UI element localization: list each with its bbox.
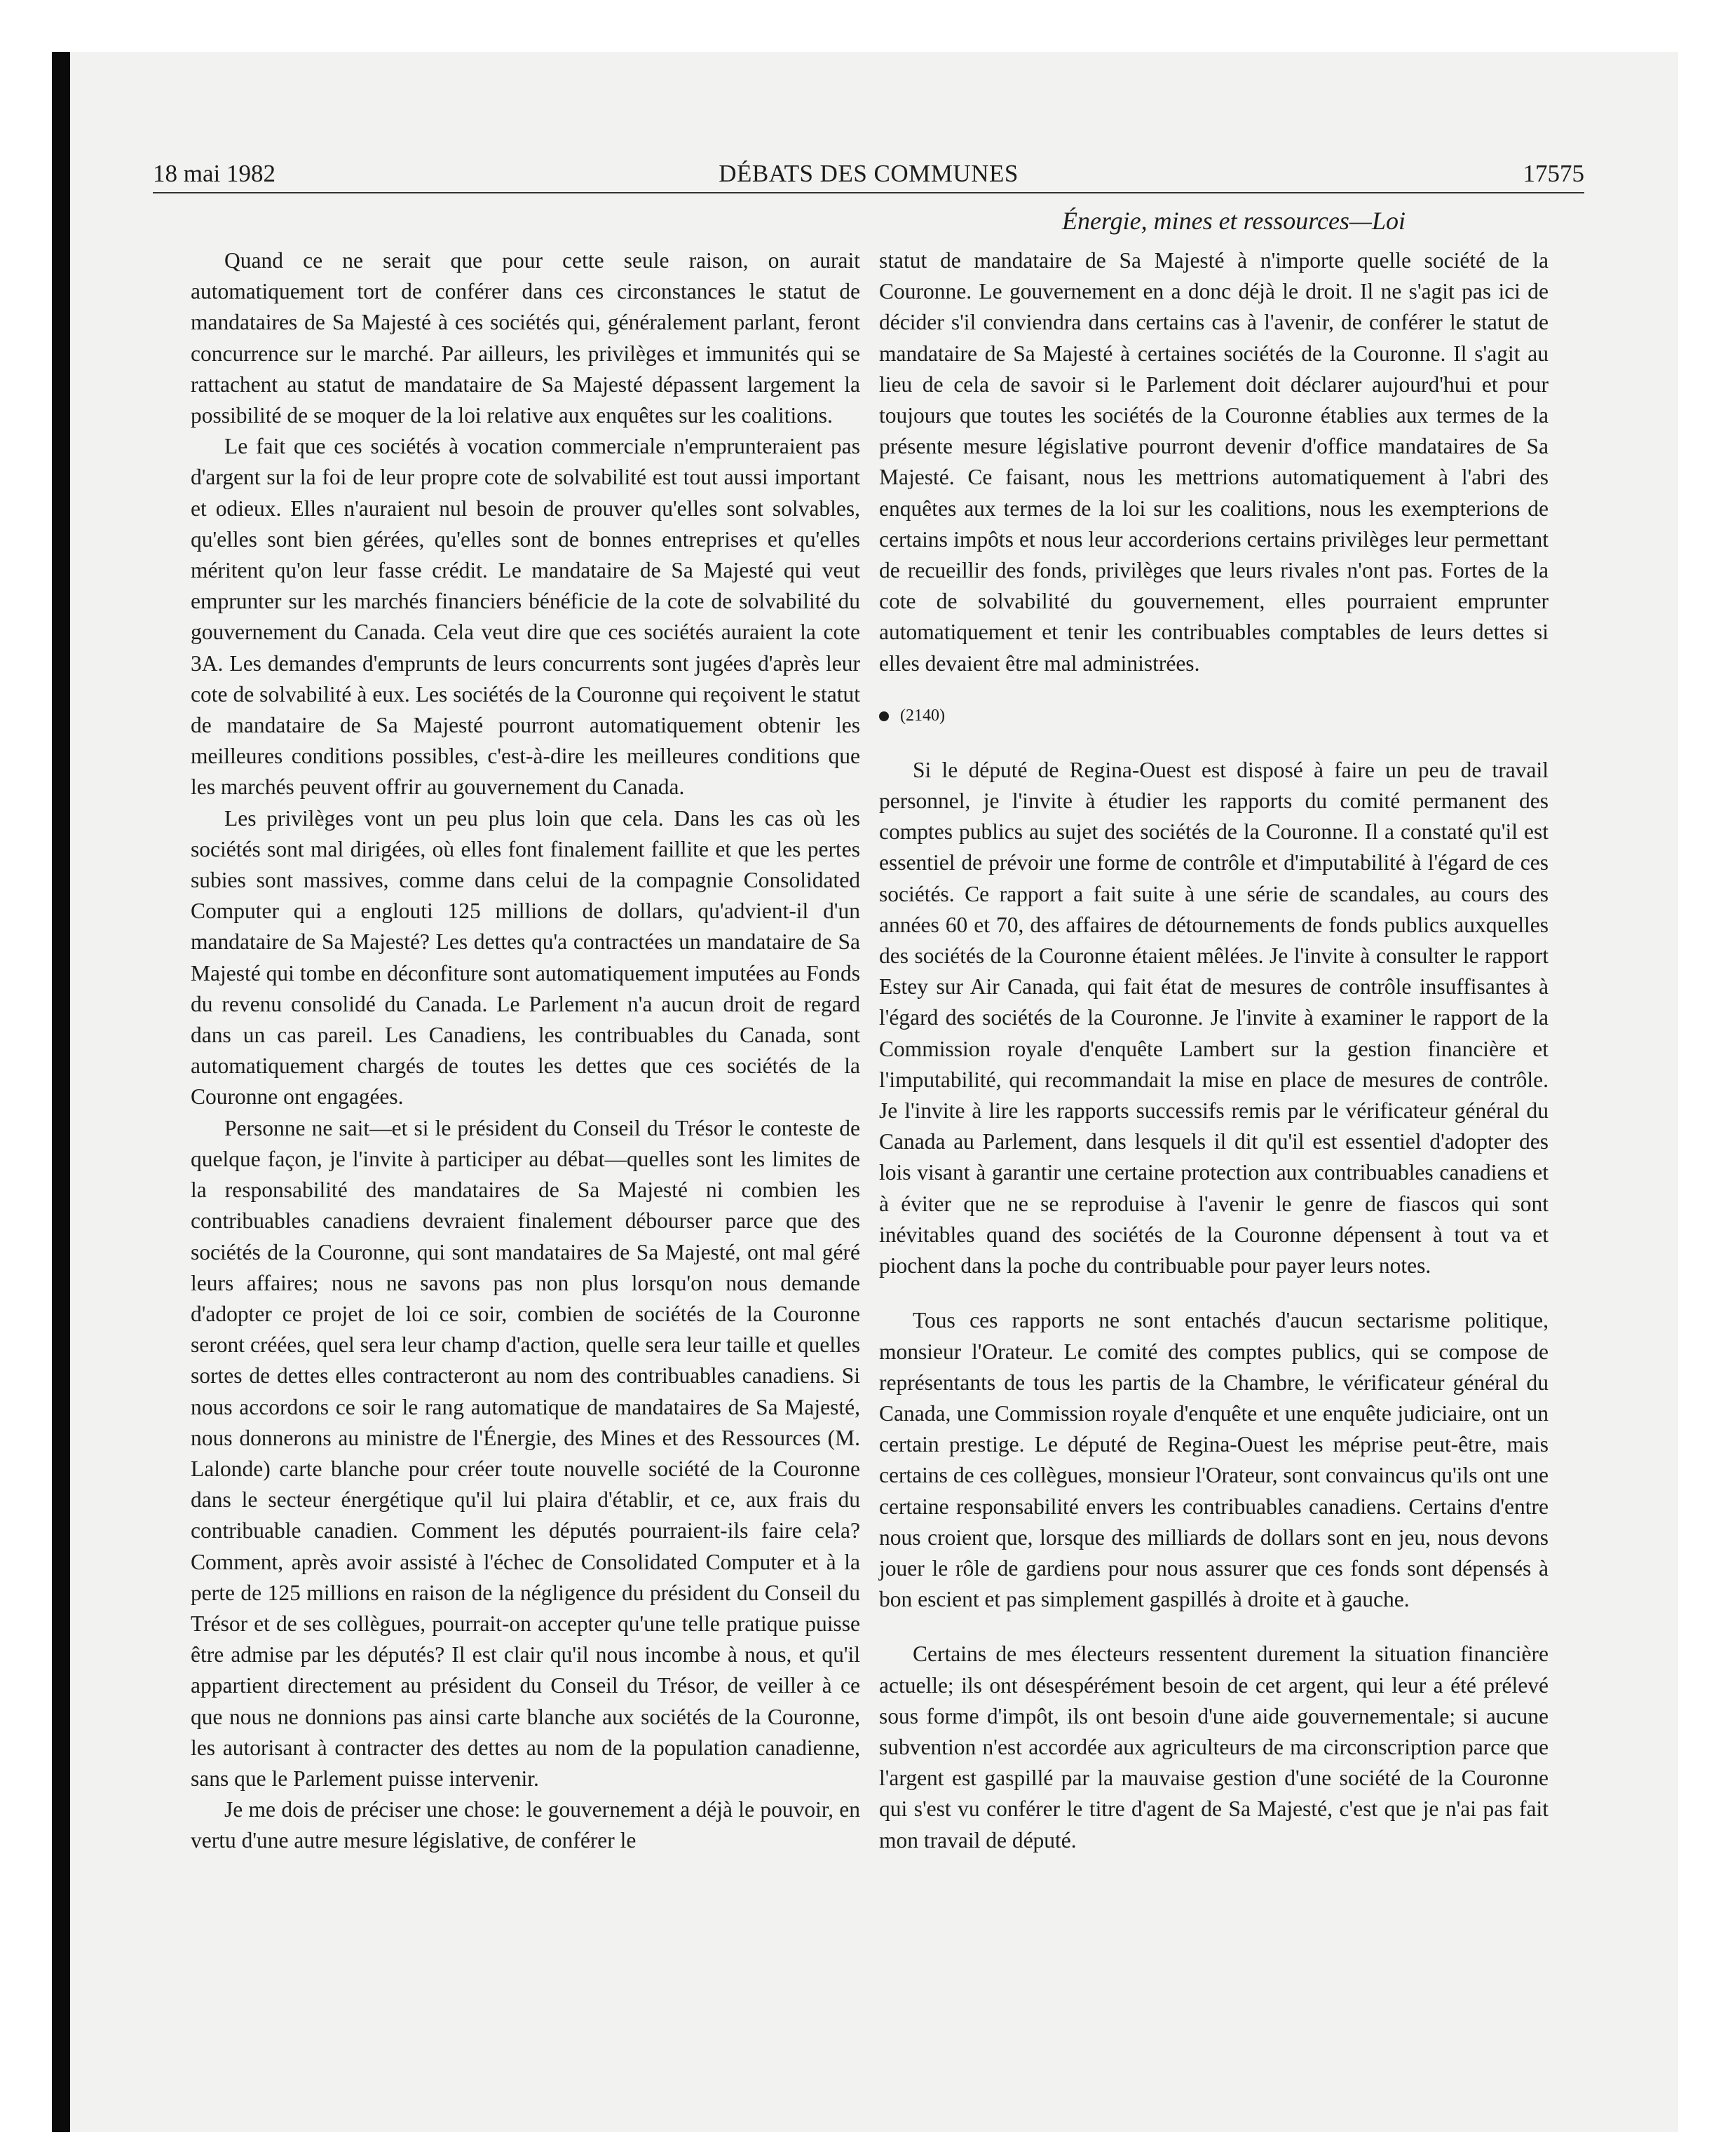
paragraph: Les privilèges vont un peu plus loin que cela. Dans les cas où les sociétés sont mal dirigées, où elles font finalement faillite et que les pertes subies sont massives, comme dans celui de la compagnie Consolidated Computer qui a englouti 125 millions de dollars, qu'advient-il d'un mandataire de Sa Majesté? Les dettes qu'a contractées un mandataire de Sa Majesté qui tombe en déconfiture sont automatiquement imputées au Fonds du revenu consolidé du Canada. Le Parlement n'a aucun droit de regard dans un cas pareil. Les Canadiens, les contribuables du Canada, sont automatiquement chargés de toutes les dettes que ces sociétés de la Couronne ont engagées.	[191, 805, 860, 1110]
time-marker	[879, 700, 1549, 731]
right-column	[879, 245, 1549, 1856]
page-number: 17575	[1523, 160, 1584, 187]
binding-edge	[52, 52, 70, 2132]
paragraph: Le fait que ces sociétés à vocation commerciale n'emprunteraient pas d'argent sur la foi de leur propre cote de solvabilité est tout aussi important et odieux. Elles n'auraient nul besoin de prouver qu'elles sont solvables, qu'elles sont bien gérées, qu'elles sont de bonnes entreprises et qu'elles méritent qu'on leur fasse crédit. Le mandataire de Sa Majesté qui veut emprunter sur les marchés financiers bénéficie de la cote de solvabilité du gouvernement du Canada. Cela veut dire que ces sociétés auraient la cote 3A. Les demandes d'emprunts de leurs concurrents sont jugées d'après leur cote de solvabilité à eux. Les sociétés de la Couronne qui reçoivent le statut de mandataire de Sa Majesté pourront automatiquement obtenir les meilleures conditions possibles, c'est-à-dire les meilleures conditions que les marchés peuvent offrir au gouvernement du Canada.	[191, 434, 860, 800]
paragraph: Si le député de Regina-Ouest est disposé à faire un peu de travail personnel, je l'invite à étudier les rapports du comité permanent des comptes publics au sujet des sociétés de la Couronne. Il a constaté qu'il est essentiel de prévoir une forme de contrôle et d'imputabilité à l'égard de ces sociétés. Ce rapport a fait suite à une série de scandales, au cours des années 60 et 70, des affaires de détournements de fonds publics auxquelles des sociétés de la Couronne étaient mêlées. Je l'invite à consulter le rapport Estey sur Air Canada, qui fait état de mesures de contrôle insuffisantes à l'égard des sociétés de la Couronne. Je l'invite à examiner le rapport de la Commission royale d'enquête Lambert sur la gestion financière et l'imputabilité, qui recommandait la mise en place de mesures de contrôle. Je l'invite à lire les rapports successifs remis par le vérificateur général du Canada au Parlement, dans lesquels il dit qu'il est essentiel d'adopter des lois visant à garantir une certaine protection aux contribuables canadiens et à éviter que ne se reproduise à l'avenir le genre de fiascos qui sont inévitables quand des sociétés de la Couronne dépensent à tout va et piochent dans la poche du contribuable pour payer leurs notes.	[879, 757, 1549, 1278]
header-date: 18 mai 1982	[153, 160, 275, 187]
paragraph: Quand ce ne serait que pour cette seule raison, on aurait automatiquement tort de conférer dans ces circonstances le statut de mandataires de Sa Majesté à ces sociétés qui, généralement parlant, feront concurrence sur le marché. Par ailleurs, les privilèges et immunités qui se rattachent au statut de mandataire de Sa Majesté dépassent largement la possibilité de se moquer de la loi relative aux enquêtes sur les coalitions.	[191, 248, 860, 428]
paragraph-continuation: statut de mandataire de Sa Majesté à n'importe quelle société de la Couronne. Le gouvernement en a donc déjà le droit. Il ne s'agit pas ici de décider s'il conviendra dans certains cas à l'avenir, de conférer le statut de mandataire de Sa Majesté à certaines sociétés de la Couronne. Il s'agit au lieu de cela de savoir si le Parlement doit déclarer aujourd'hui et pour toujours que toutes les sociétés de la Couronne établies aux termes de la présente mesure législative pourront devenir d'office mandataires de Sa Majesté. Ce faisant, nous les mettrions automatiquement à l'abri des enquêtes aux termes de la loi sur les coalitions, nous les exempterions de certains impôts et nous leur accorderions certains privilèges leur permettant de recueillir des fonds, privilèges que leurs rivales n'ont pas. Fortes de la cote de solvabilité du gouvernement, elles pourraient emprunter automatiquement et tenir les contribuables comptables de leurs dettes si elles devaient être mal administrées.	[879, 248, 1549, 676]
header-title: DÉBATS DES COMMUNES	[719, 160, 1019, 187]
paragraph: Tous ces rapports ne sont entachés d'aucun sectarisme politique, monsieur l'Orateur. Le comité des comptes publics, qui se compose de représentants de tous les partis de la Chambre, le vérificateur général du Canada, une Commission royale d'enquête et une enquête judiciaire, ont un certain prestige. Le député de Regina-Ouest les méprise peut-être, mais certains de ces collègues, monsieur l'Orateur, sont convaincus qu'ils ont une certaine responsabilité envers les contribuables canadiens. Certains d'entre nous croient que, lorsque des milliards de dollars sont en jeu, nous devons jouer le rôle de gardiens pour nous assurer que ces fonds sont dépensés à bon escient et pas simplement gaspillés à droite et à gauche.	[879, 1308, 1549, 1612]
page-header	[153, 156, 1584, 193]
time-marker-text: (2140)	[900, 706, 945, 725]
bullet-icon	[879, 711, 889, 721]
section-title: Énergie, mines et ressources—Loi	[1062, 207, 1406, 235]
paragraph: Certains de mes électeurs ressentent durement la situation financière actuelle; ils ont désespérément besoin de cet argent, qui leur a été prélevé sous forme d'impôt, ils ont besoin d'une aide gouvernementale; si aucune subvention n'est accordée aux agriculteurs de ma circonscription parce que l'argent est gaspillé par la mauvaise gestion d'une société de la Couronne qui s'est vu conférer le titre d'agent de Sa Majesté, c'est que je n'ai pas fait mon travail de député.	[879, 1642, 1549, 1853]
left-column	[191, 245, 860, 1857]
paragraph: Personne ne sait—et si le président du Conseil du Trésor le conteste de quelque façon, je l'invite à participer au débat—quelles sont les limites de la responsabilité des mandataires de Sa Majesté ni combien les contribuables canadiens devraient finalement débourser parce que des sociétés de la Couronne, qui sont mandataires de Sa Majesté, ont mal géré leurs affaires; nous ne savons pas non plus lorsqu'on nous demande d'adopter ce projet de loi ce soir, combien de sociétés de la Couronne seront créées, quel sera leur champ d'action, quelle sera leur taille et quelles sortes de dettes elles contracteront au nom des contribuables canadiens. Si nous accordons ce soir le rang automatique de mandataires de Sa Majesté, nous donnerons au ministre de l'Énergie, des Mines et des Ressources (M. Lalonde) carte blanche pour créer toute nouvelle société de la Couronne dans le secteur énergétique qu'il lui plaira d'établir, et ce, aux frais du contribuable canadien. Comment les députés pourraient-ils faire cela? Comment, après avoir assisté à l'échec de Consolidated Computer et à la perte de 125 millions en raison de la négligence du président du Conseil du Trésor et de ses collègues, pourrait-on accepter qu'une telle pratique puisse être admise par les députés? Il est clair qu'il nous incombe à nous, et qu'il appartient directement au président du Conseil du Trésor, de veiller à ce que nous ne donnions pas ainsi carte blanche aux sociétés de la Couronne, les autorisant à contracter des dettes au nom de la population canadienne, sans que le Parlement puisse intervenir.	[191, 1115, 860, 1791]
paragraph: Je me dois de préciser une chose: le gouvernement a déjà le pouvoir, en vertu d'une autre mesure législative, de conférer le	[191, 1797, 860, 1853]
